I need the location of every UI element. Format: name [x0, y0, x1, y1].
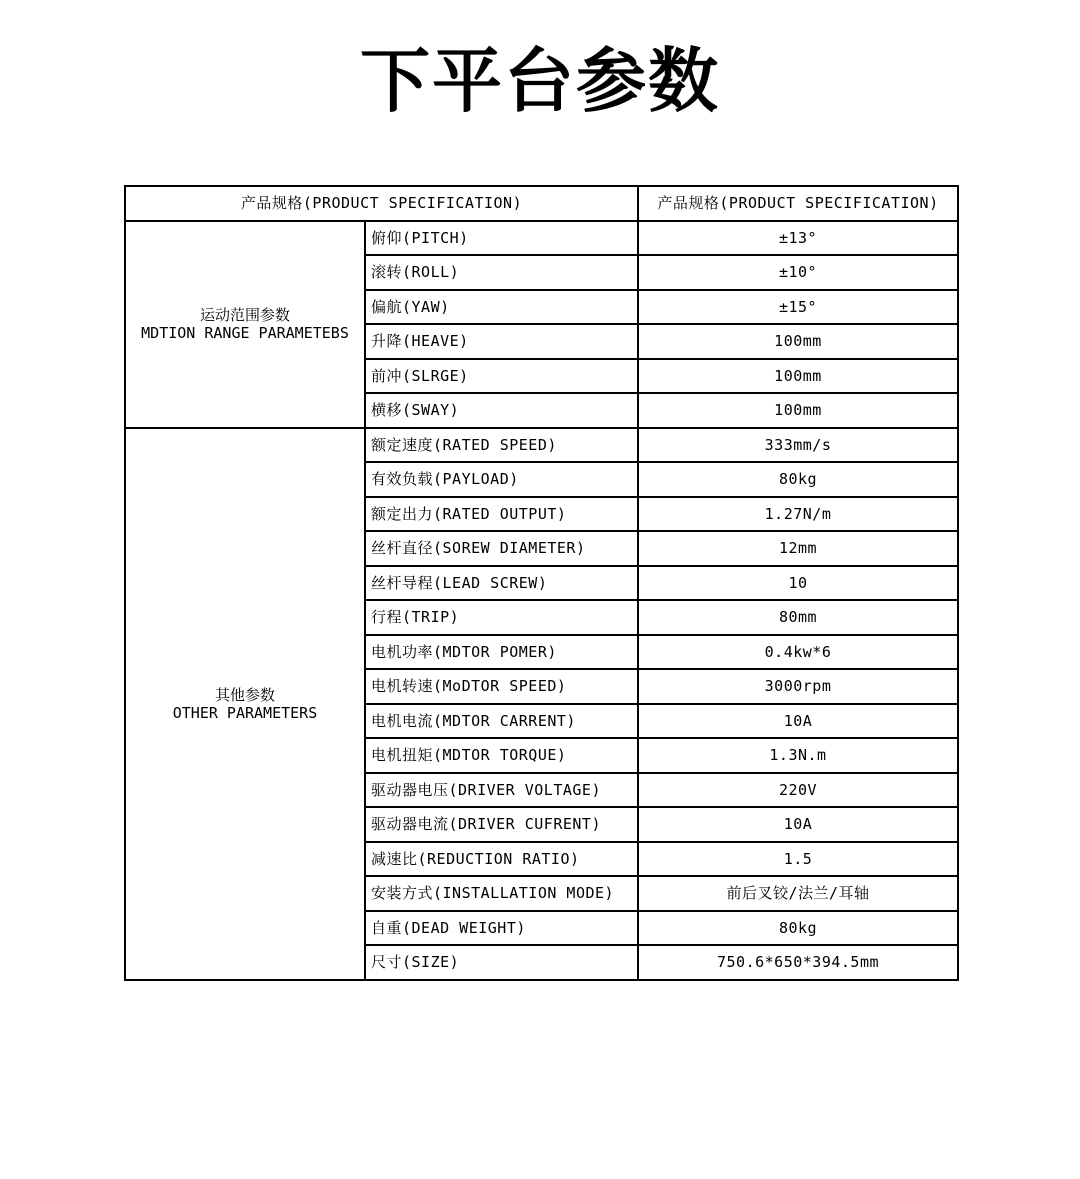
- param-name: 驱动器电压(DRIVER VOLTAGE): [365, 773, 638, 808]
- param-value: 100mm: [638, 359, 958, 394]
- group-label-other: [125, 428, 365, 980]
- table-row: [125, 428, 958, 463]
- param-name: 升降(HEAVE): [365, 324, 638, 359]
- param-value: 220V: [638, 773, 958, 808]
- param-name: 横移(SWAY): [365, 393, 638, 428]
- param-name: 安装方式(INSTALLATION MODE): [365, 876, 638, 911]
- group-label-en: OTHER PARAMETERS: [172, 703, 318, 722]
- group-label-cn: 其他参数: [214, 685, 275, 704]
- param-value: 10: [638, 566, 958, 601]
- param-value: 100mm: [638, 324, 958, 359]
- param-name: 电机电流(MDTOR CARRENT): [365, 704, 638, 739]
- param-name: 电机转速(MoDTOR SPEED): [365, 669, 638, 704]
- param-name: 丝杆直径(SOREW DIAMETER): [365, 531, 638, 566]
- group-label-motion-range: [125, 221, 365, 428]
- param-value: 100mm: [638, 393, 958, 428]
- table-header-row: [125, 186, 958, 221]
- page-title: 下平台参数: [360, 40, 720, 122]
- param-name: 电机功率(MDTOR POMER): [365, 635, 638, 670]
- param-name: 额定速度(RATED SPEED): [365, 428, 638, 463]
- param-value: 1.27N/m: [638, 497, 958, 532]
- param-name: 有效负载(PAYLOAD): [365, 462, 638, 497]
- param-name: 前冲(SLRGE): [365, 359, 638, 394]
- param-name: 尺寸(SIZE): [365, 945, 638, 980]
- param-name: 电机扭矩(MDTOR TORQUE): [365, 738, 638, 773]
- param-value: 10A: [638, 704, 958, 739]
- param-value: ±15°: [638, 290, 958, 325]
- group-label-cn: 运动范围参数: [199, 306, 290, 324]
- param-value: 前后叉铰/法兰/耳轴: [638, 876, 958, 911]
- param-name: 滚转(ROLL): [365, 255, 638, 290]
- param-name: 减速比(REDUCTION RATIO): [365, 842, 638, 877]
- header-right: 产品规格(PRODUCT SPECIFICATION): [638, 186, 958, 221]
- table-row: [125, 221, 958, 256]
- param-name: 俯仰(PITCH): [365, 221, 638, 256]
- param-value: 0.4kw*6: [638, 635, 958, 670]
- group-label-en: MDTION RANGE PARAMETEBS: [141, 324, 349, 342]
- param-name: 自重(DEAD WEIGHT): [365, 911, 638, 946]
- param-value: 80kg: [638, 462, 958, 497]
- spec-table: [124, 185, 959, 981]
- param-value: 1.3N.m: [638, 738, 958, 773]
- param-name: 驱动器电流(DRIVER CUFRENT): [365, 807, 638, 842]
- param-value: 80kg: [638, 911, 958, 946]
- param-value: 80mm: [638, 600, 958, 635]
- param-name: 行程(TRIP): [365, 600, 638, 635]
- param-value: 750.6*650*394.5mm: [638, 945, 958, 980]
- param-value: 10A: [638, 807, 958, 842]
- param-value: 333mm/s: [638, 428, 958, 463]
- param-name: 额定出力(RATED OUTPUT): [365, 497, 638, 532]
- header-left: 产品规格(PRODUCT SPECIFICATION): [125, 186, 638, 221]
- param-name: 丝杆导程(LEAD SCREW): [365, 566, 638, 601]
- param-value: ±10°: [638, 255, 958, 290]
- param-value: 1.5: [638, 842, 958, 877]
- param-value: ±13°: [638, 221, 958, 256]
- param-value: 3000rpm: [638, 669, 958, 704]
- param-name: 偏航(YAW): [365, 290, 638, 325]
- param-value: 12mm: [638, 531, 958, 566]
